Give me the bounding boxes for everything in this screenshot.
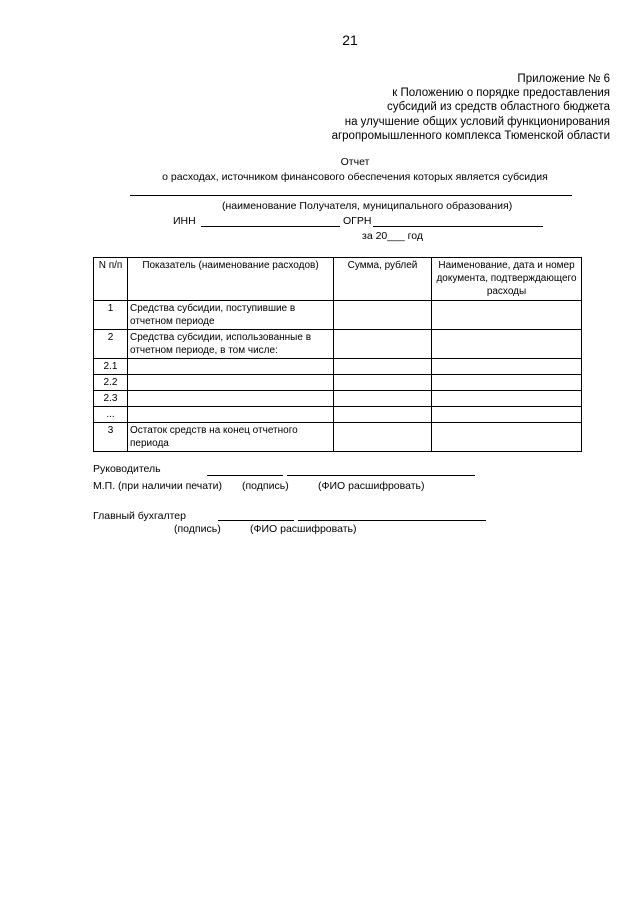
row-label[interactable] — [128, 407, 334, 423]
table-header-row — [94, 258, 582, 301]
row-label: Средства субсидии, поступившие в отчетном периоде — [128, 301, 334, 330]
table-row — [94, 330, 582, 359]
accountant-name-caption: (ФИО расшифровать) — [250, 523, 357, 535]
row-number: 2.1 — [94, 359, 128, 375]
head-name-caption: (ФИО расшифровать) — [318, 480, 425, 492]
document-cell[interactable] — [432, 423, 582, 452]
row-label[interactable] — [128, 375, 334, 391]
row-label[interactable] — [128, 391, 334, 407]
inn-field[interactable] — [201, 226, 340, 227]
column-header-number: N п/п — [94, 258, 128, 301]
page-number: 21 — [342, 32, 358, 48]
document-cell[interactable] — [432, 375, 582, 391]
row-number: 3 — [94, 423, 128, 452]
accountant-signature-line[interactable] — [218, 520, 294, 521]
appendix-line: на улучшение общих условий функционирования — [344, 115, 610, 128]
report-title: Отчет — [340, 156, 370, 168]
recipient-caption: (наименование Получателя, муниципального образования) — [222, 200, 513, 212]
appendix-line: Приложение № 6 — [517, 73, 610, 85]
appendix-header — [332, 72, 610, 143]
sum-cell[interactable] — [334, 301, 432, 330]
row-label: Остаток средств на конец отчетного периода — [128, 423, 334, 452]
sum-cell[interactable] — [334, 330, 432, 359]
sum-cell[interactable] — [334, 391, 432, 407]
appendix-line: к Положению о порядке предоставления — [392, 87, 610, 100]
row-number: 2 — [94, 330, 128, 359]
head-name-line[interactable] — [287, 475, 475, 476]
document-cell[interactable] — [432, 359, 582, 375]
column-header-indicator: Показатель (наименование расходов) — [128, 258, 334, 301]
row-label: Средства субсидии, использованные в отчетном периоде, в том числе: — [128, 330, 334, 359]
expense-table — [93, 257, 582, 452]
table-row — [94, 407, 582, 423]
head-signature-caption: (подпись) — [242, 480, 289, 492]
row-number: 2.2 — [94, 375, 128, 391]
report-subtitle: о расходах, источником финансового обеспечения которых является субсидия — [162, 171, 548, 183]
table-row — [94, 423, 582, 452]
table-row — [94, 301, 582, 330]
ogrn-field[interactable] — [373, 226, 543, 227]
appendix-line: агропромышленного комплекса Тюменской области — [331, 129, 610, 142]
table-row — [94, 375, 582, 391]
sum-cell[interactable] — [334, 423, 432, 452]
accountant-signature-caption: (подпись) — [174, 523, 221, 535]
sum-cell[interactable] — [334, 375, 432, 391]
recipient-name-line[interactable] — [130, 195, 572, 196]
ogrn-label: ОГРН — [343, 215, 372, 227]
document-cell[interactable] — [432, 330, 582, 359]
head-label: Руководитель — [93, 463, 161, 475]
report-year: за 20___ год — [362, 230, 424, 242]
column-header-sum: Сумма, рублей — [334, 258, 432, 301]
table-row — [94, 391, 582, 407]
stamp-label: М.П. (при наличии печати) — [93, 480, 223, 492]
document-cell[interactable] — [432, 391, 582, 407]
document-cell[interactable] — [432, 407, 582, 423]
accountant-label: Главный бухгалтер — [93, 510, 186, 522]
row-number: 1 — [94, 301, 128, 330]
table-row — [94, 359, 582, 375]
accountant-name-line[interactable] — [298, 520, 486, 521]
column-header-document: Наименование, дата и номер документа, подтверждающего расходы — [432, 258, 582, 301]
row-label[interactable] — [128, 359, 334, 375]
document-cell[interactable] — [432, 301, 582, 330]
appendix-line: субсидий из средств областного бюджета — [386, 101, 610, 114]
sum-cell[interactable] — [334, 407, 432, 423]
head-signature-line[interactable] — [207, 475, 283, 476]
sum-cell[interactable] — [334, 359, 432, 375]
inn-label: ИНН — [173, 215, 196, 227]
row-number: 2.3 — [94, 391, 128, 407]
row-number: ... — [94, 407, 128, 423]
